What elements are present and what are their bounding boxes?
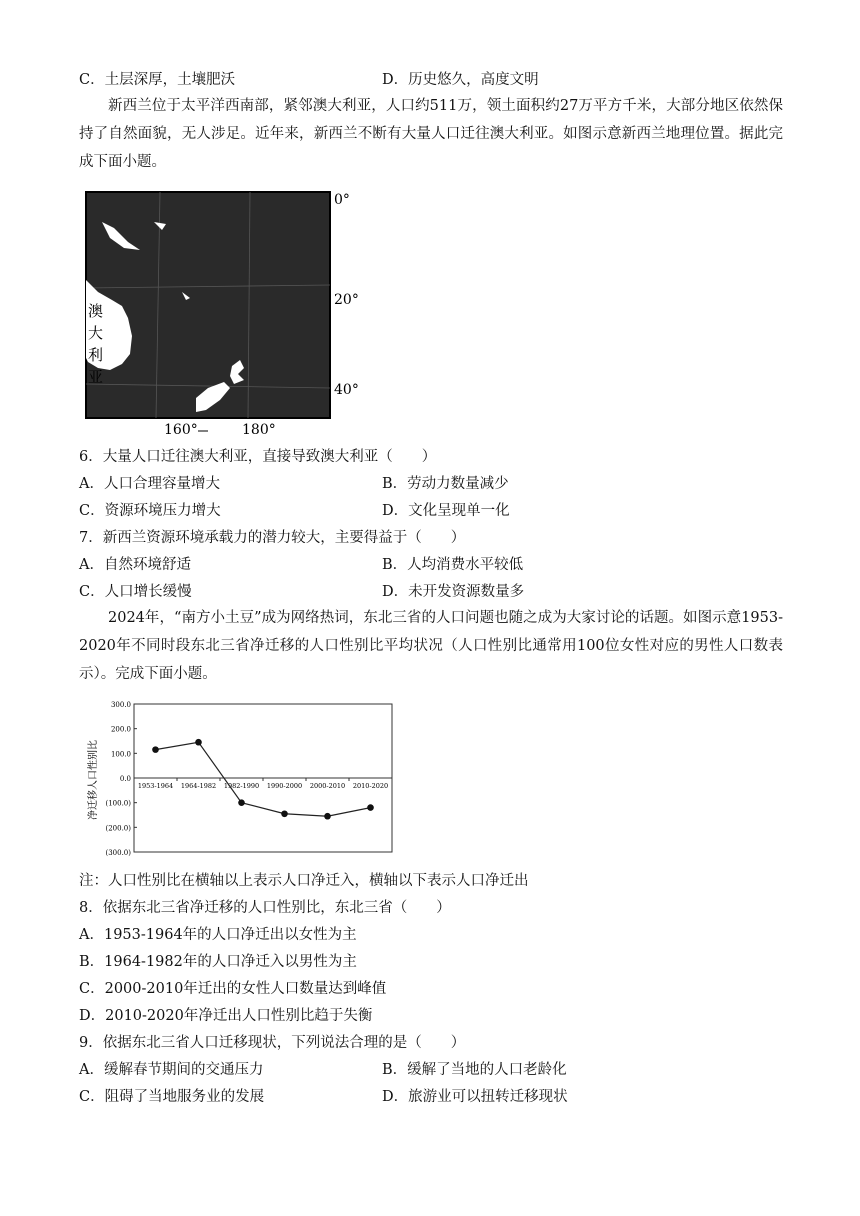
y-tick-label: 100.0 — [110, 750, 131, 759]
x-tick-label: 1953-1964 — [137, 782, 174, 790]
q8-option-d: D．2010-2020年净迁出人口性别比趋于失衡 — [79, 1008, 373, 1024]
lon-label-160: 160° — [164, 422, 198, 438]
data-point — [324, 813, 331, 820]
option-d-prev: D．历史悠久，高度文明 — [382, 72, 539, 88]
data-point — [195, 739, 202, 746]
sex-ratio-chart — [82, 696, 402, 864]
lat-label-40: 40° — [334, 382, 359, 398]
y-tick-label: 300.0 — [110, 701, 131, 709]
q6-stem: 6．大量人口迁往澳大利亚，直接导致澳大利亚（ ） — [79, 449, 437, 465]
country-char-3: 亚 — [88, 368, 104, 386]
option-c-prev: C．土层深厚，土壤肥沃 — [79, 72, 236, 88]
x-tick-label: 1964-1982 — [180, 782, 217, 790]
q9-option-b: B．缓解了当地的人口老龄化 — [382, 1062, 567, 1078]
lat-label-0: 0° — [334, 192, 350, 208]
intro-paragraph-northeast: 2024年，“南方小土豆”成为网络热词，东北三省的人口问题也随之成为大家讨论的话题。如图示意1953-2020年不同时段东北三省净迁移的人口性别比平均状况（人口性别比通常用100位女性对应的男性人口数表示）。完成下面小题。 — [79, 610, 783, 682]
q6-option-b: B．劳动力数量减少 — [382, 476, 509, 492]
y-tick-label: (300.0) — [105, 849, 131, 857]
q7-option-b: B．人均消费水平较低 — [382, 557, 524, 573]
q6-option-d: D．文化呈现单一化 — [382, 503, 510, 519]
q8-option-b: B．1964-1982年的人口净迁入以男性为主 — [79, 954, 357, 970]
q9-option-d: D．旅游业可以扭转迁移现状 — [382, 1089, 568, 1105]
country-char-0: 澳 — [88, 302, 104, 320]
y-tick-label: 0.0 — [119, 775, 131, 783]
x-tick-label: 2010-2020 — [352, 782, 389, 790]
q7-option-d: D．未开发资源数量多 — [382, 584, 525, 600]
x-tick-label: 2000-2010 — [309, 782, 346, 790]
q7-option-c: C．人口增长缓慢 — [79, 584, 192, 600]
data-point — [281, 810, 288, 817]
data-point — [152, 746, 159, 753]
map-frame — [86, 192, 330, 418]
q9-option-c: C．阻碍了当地服务业的发展 — [79, 1089, 265, 1105]
new-zealand-map — [84, 188, 364, 440]
q7-stem: 7．新西兰资源环境承载力的潜力较大，主要得益于（ ） — [79, 530, 466, 546]
data-point — [238, 799, 245, 806]
lat-label-20: 20° — [334, 292, 359, 308]
q9-stem: 9．依据东北三省人口迁移现状，下列说法合理的是（ ） — [79, 1035, 466, 1051]
y-tick-label: (200.0) — [105, 824, 131, 833]
q7-option-a: A．自然环境舒适 — [79, 557, 191, 573]
lon-label-180: 180° — [242, 422, 276, 438]
q6-option-c: C．资源环境压力增大 — [79, 503, 221, 519]
data-point — [367, 804, 374, 811]
y-tick-label: (100.0) — [105, 799, 131, 808]
x-tick-label: 1990-2000 — [266, 782, 303, 790]
x-tick-label: 1982-1990 — [223, 782, 260, 790]
q8-option-c: C．2000-2010年迁出的女性人口数量达到峰值 — [79, 981, 387, 997]
q8-option-a: A．1953-1964年的人口净迁出以女性为主 — [79, 927, 357, 943]
country-char-1: 大 — [88, 324, 104, 342]
intro-paragraph-nz: 新西兰位于太平洋西南部，紧邻澳大利亚，人口约511万，领土面积约27万平方千米，大部分地区依然保持了自然面貌，无人涉足。近年来，新西兰不断有大量人口迁往澳大利亚。如图示意新西兰地理位置。据此完成下面小题。 — [79, 98, 783, 170]
y-axis-label: 净迁移人口性别比 — [88, 740, 99, 820]
q6-option-a: A．人口合理容量增大 — [79, 476, 220, 492]
country-char-2: 利 — [88, 346, 104, 364]
q9-option-a: A．缓解春节期间的交通压力 — [79, 1062, 264, 1078]
y-tick-label: 200.0 — [110, 725, 131, 734]
q8-stem: 8．依据东北三省净迁移的人口性别比，东北三省（ ） — [79, 900, 451, 916]
chart-note: 注：人口性别比在横轴以上表示人口净迁入，横轴以下表示人口净迁出 — [79, 873, 529, 889]
